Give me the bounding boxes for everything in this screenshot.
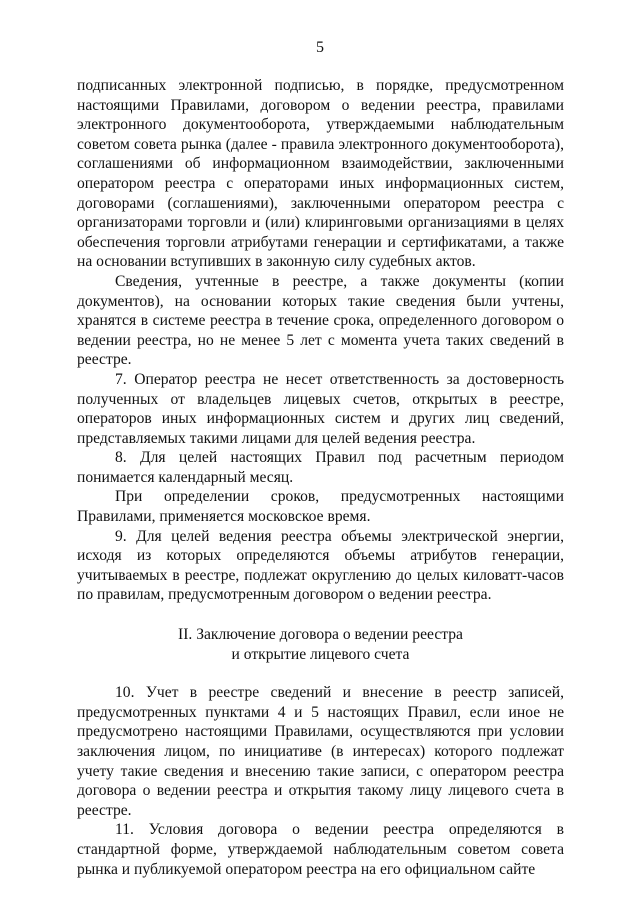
paragraph-moscow-time: При определении сроков, предусмотренных настоящими Правилами, применяется московское время. [77, 488, 564, 526]
section-heading-line-2: и открытие лицевого счета [231, 645, 410, 663]
page-number: 5 [316, 39, 324, 56]
document-body [77, 76, 564, 879]
paragraph-9: 9. Для целей ведения реестра объемы электрической энергии, исходя из которых определяются объемы атрибутов генерации, учитываемых в реестре, подлежат округлению до целых киловатт-часов по правилам, предусмотренным договором о ведении реестра. [77, 527, 564, 604]
paragraph-10: 10. Учет в реестре сведений и внесение в реестр записей, предусмотренных пунктами 4 и 5 настоящих Правил, если иное не предусмотрено настоящими Правилами, осуществляются при условии заключения лицом, по инициативе (в интересах) которого подлежат учету такие сведения и внесению такие записи, с оператором реестра договора о ведении реестра и открытия такому лицу лицевого счета в реестре. [77, 684, 564, 819]
paragraph-continuation: подписанных электронной подписью, в порядке, предусмотренном настоящими Правилами, договором о ведении реестра, правилами электронного документооборота, утверждаемыми наблюдательным советом совета рынка (далее - правила электронного документооборота), соглашениями об информационном взаимодействии, заключенными оператором реестра с операторами иных информационных систем, договорами (соглашениями), заключенными оператором реестра с организаторами торговли и (или) клиринговыми организациями в целях обеспечения торговли атрибутами генерации и сертификатами, а также на основании вступивших в законную силу судебных актов. [77, 77, 564, 271]
section-heading [77, 625, 564, 664]
section-heading-line-1: II. Заключение договора о ведении реестра [178, 626, 463, 644]
paragraph-7: 7. Оператор реестра не несет ответственность за достоверность полученных от владельцев лицевых счетов, открытых в реестре, операторов иных информационных систем и других лиц сведений, представляемых такими лицами для целей ведения реестра. [77, 370, 564, 447]
paragraph-records-storage: Сведения, учтенные в реестре, а также документы (копии документов), на основании которых такие сведения были учтены, хранятся в системе реестра в течение срока, определенного договором о ведении реестра, но не менее 5 лет с момента учета таких сведений в реестре. [77, 272, 564, 369]
paragraph-11: 11. Условия договора о ведении реестра определяются в стандартной форме, утверждаемой наблюдательным советом совета рынка и публикуемой оператором реестра на его официальном сайте [77, 821, 564, 878]
paragraph-8: 8. Для целей настоящих Правил под расчетным периодом понимается календарный месяц. [77, 449, 564, 486]
